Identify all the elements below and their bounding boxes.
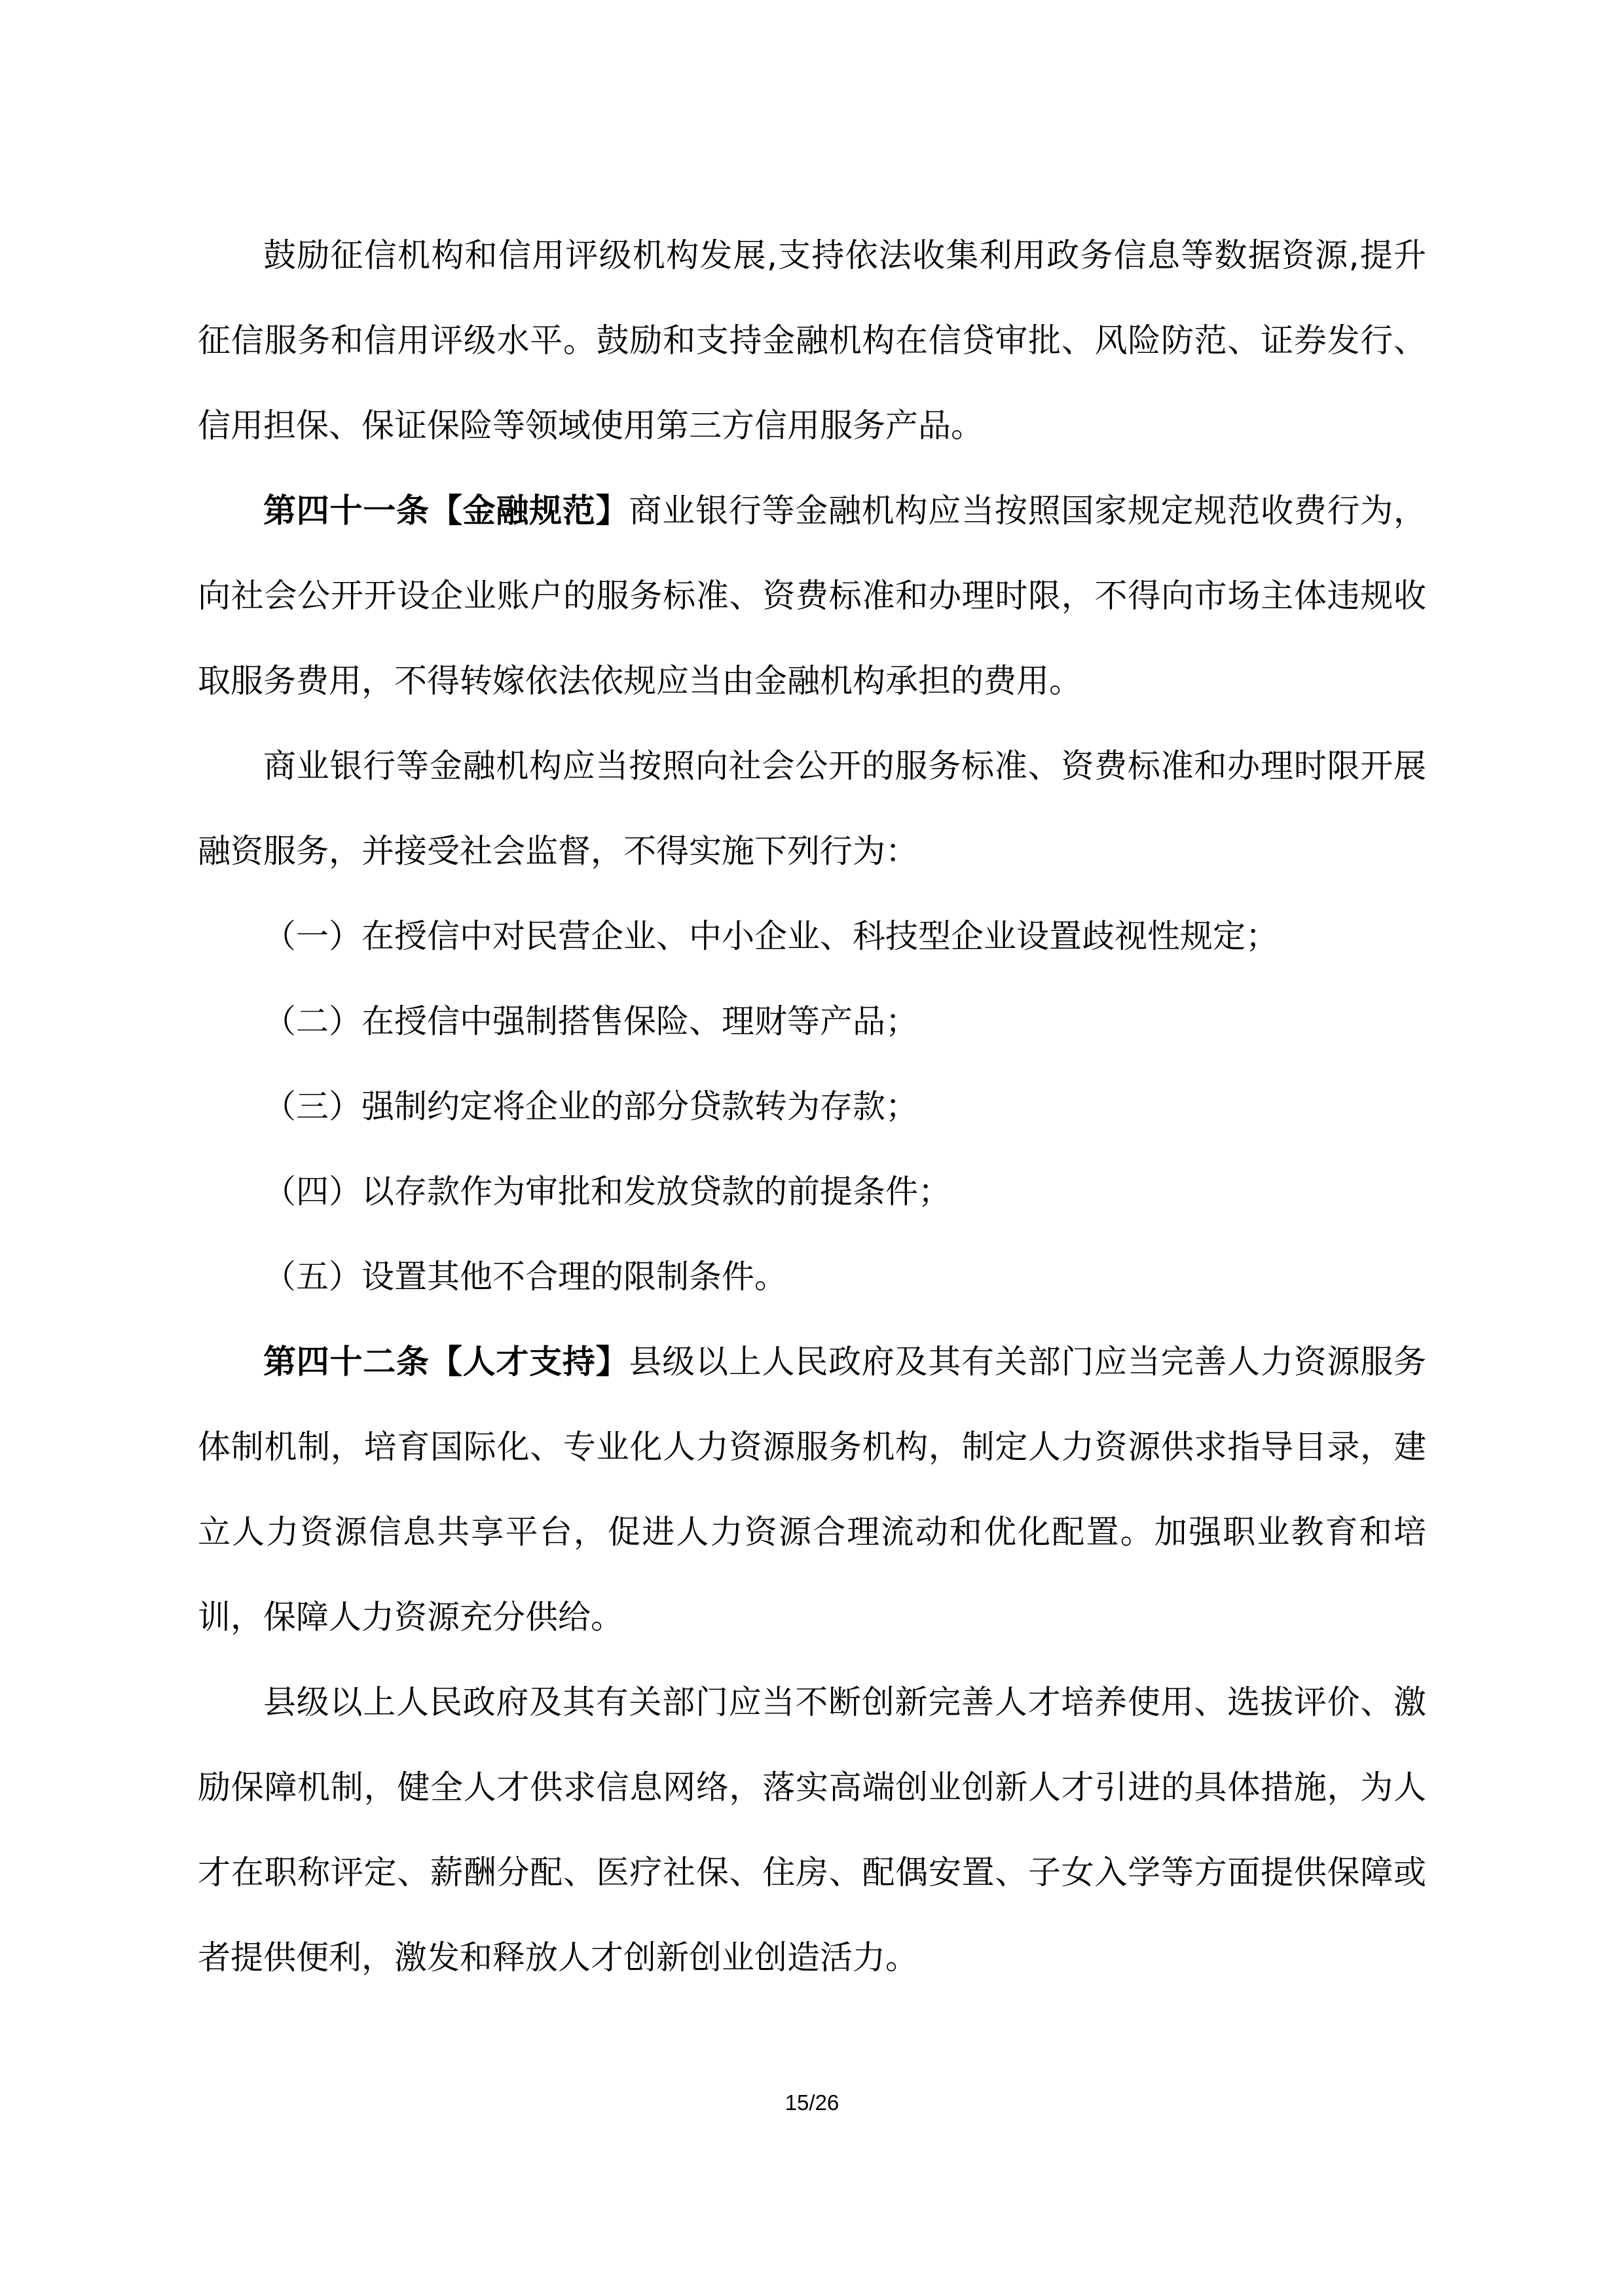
list-item [198, 979, 1426, 1064]
list-item-text: （五）设置其他不合理的限制条件。 [263, 1258, 787, 1296]
paragraph-text: 县级以上人民政府及其有关部门应当不断创新完善人才培养使用、选拔评价、激励保障机制，健全人才供求信息网络，落实高端创业创新人才引进的具体措施，为人才在职称评定、薪酬分配、医疗社保、住房、配偶安置、子女入学等方面提供保障或者提供便利，激发和释放人才创新创业创造活力。 [198, 1683, 1426, 1977]
list-item [198, 1149, 1426, 1234]
article-heading: 第四十一条【金融规范】 [263, 492, 629, 530]
list-item-text: （四）以存款作为审批和发放贷款的前提条件； [263, 1173, 951, 1211]
document-body [198, 213, 1426, 2000]
list-item-text: （二）在授信中强制搭售保险、理财等产品； [263, 1002, 918, 1040]
article-42-talent-support [198, 1319, 1426, 1660]
article-heading: 第四十二条【人才支持】 [263, 1343, 629, 1381]
paragraph-talent-mechanism [198, 1660, 1426, 2000]
paragraph-text: 县级以上人民政府及其有关部门应当完善人力资源服务体制机制，培育国际化、专业化人力资源服务机构，制定人力资源供求指导目录，建立人力资源信息共享平台，促进人力资源合理流动和优化配置。加强职业教育和培训，保障人力资源充分供给。 [198, 1343, 1427, 1636]
list-item [198, 894, 1426, 979]
page-number: 15/26 [784, 2090, 840, 2115]
paragraph-text: 商业银行等金融机构应当按照国家规定规范收费行为，向社会公开开设企业账户的服务标准、资费标准和办理时限，不得向市场主体违规收取服务费用，不得转嫁依法依规应当由金融机构承担的费用。 [198, 492, 1427, 700]
list-item-text: （一）在授信中对民营企业、中小企业、科技型企业设置歧视性规定； [263, 917, 1278, 955]
paragraph-text: 鼓励征信机构和信用评级机构发展,支持依法收集利用政务信息等数据资源,提升征信服务和信用评级水平。鼓励和支持金融机构在信贷审批、风险防范、证券发行、信用担保、保证保险等领域使用第三方信用服务产品。 [198, 236, 1426, 445]
paragraph-text: 商业银行等金融机构应当按照向社会公开的服务标准、资费标准和办理时限开展融资服务，并接受社会监督，不得实施下列行为： [198, 747, 1426, 870]
paragraph-credit-services [198, 213, 1426, 468]
list-item [198, 1064, 1426, 1149]
list-item-text: （三）强制约定将企业的部分贷款转为存款； [263, 1087, 918, 1125]
list-item [198, 1234, 1426, 1319]
article-41-financial-regulation [198, 468, 1426, 723]
paragraph-financing-services [198, 723, 1426, 894]
